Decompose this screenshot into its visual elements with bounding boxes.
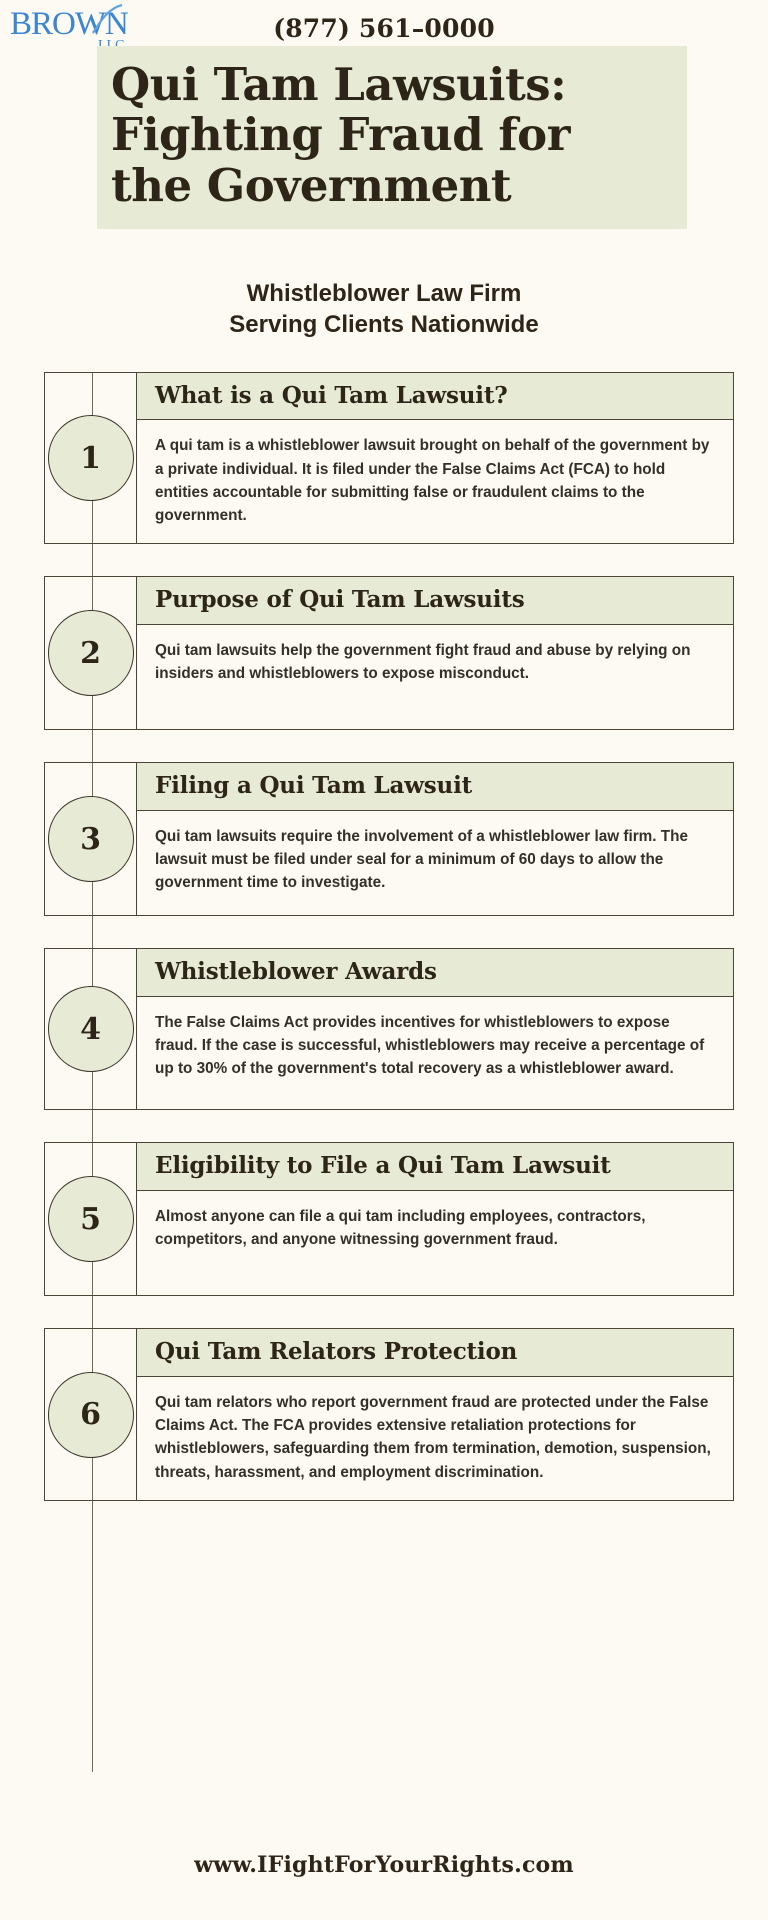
section-1-number-column [45,373,137,543]
section-2-heading: Purpose of Qui Tam Lawsuits [137,577,733,624]
title-line-3: the Government [111,158,512,212]
section-6-number-column [45,1329,137,1499]
section-6-body: Qui tam relators who report government fraud are protected under the False Claims Act. The FCA provides extensive retaliation protections for whistleblowers, safeguarding them from termination, demotion, suspension, threats, harassment, and employment discrimination. [155,1393,711,1481]
section-4-heading: Whistleblower Awards [137,949,733,996]
section-6-heading: Qui Tam Relators Protection [137,1329,733,1376]
section-1 [44,372,734,544]
subtitle-line-1: Whistleblower Law Firm [246,280,522,307]
section-1-heading: What is a Qui Tam Lawsuit? [137,373,733,420]
sections-list [44,372,734,1533]
section-3-content [137,763,733,915]
svg-text:BROWN: BROWN [10,6,128,42]
page-title [97,60,687,211]
section-1-number-badge: 1 [48,415,134,501]
section-2-number-column [45,577,137,729]
section-5-body: Almost anyone can file a qui tam including employees, contractors, competitors, and anyone witnessing government fraud. [155,1207,646,1249]
footer-website[interactable]: www.IFightForYourRights.com [194,1852,574,1878]
title-line-1: Qui Tam Lawsuits: [111,58,567,111]
section-6-content [137,1329,733,1499]
section-5-number-badge: 5 [48,1176,134,1262]
section-3 [44,762,734,916]
title-line-2: Fighting Fraud for [111,108,570,162]
section-3-number-badge: 3 [48,796,134,882]
section-3-number-column [45,763,137,915]
section-2-number-badge: 2 [48,610,134,696]
section-6-number-badge: 6 [48,1372,134,1458]
phone-number[interactable]: (877) 561–0000 [273,14,495,43]
section-4-content [137,949,733,1109]
section-5-heading: Eligibility to File a Qui Tam Lawsuit [137,1143,733,1190]
subtitle-line-2: Serving Clients Nationwide [229,311,539,339]
section-4 [44,948,734,1110]
section-2-body: Qui tam lawsuits help the government fight fraud and abuse by relying on insiders and whistleblowers to expose misconduct. [155,641,691,683]
section-3-heading: Filing a Qui Tam Lawsuit [137,763,733,810]
section-2-content [137,577,733,729]
section-3-body: Qui tam lawsuits require the involvement of a whistleblower law firm. The lawsuit must be filed under seal for a minimum of 60 days to allow the government time to investigate. [155,827,688,892]
section-2 [44,576,734,730]
title-band [97,46,687,229]
subtitle [0,278,768,340]
section-5-number-column [45,1143,137,1295]
section-4-body: The False Claims Act provides incentives for whistleblowers to expose fraud. If the case is successful, whistleblowers may receive a percentage of up to 30% of the government's total recovery as a whistleblower award. [155,1013,705,1078]
section-5-content [137,1143,733,1295]
section-4-number-badge: 4 [48,986,134,1072]
section-1-content [137,373,733,543]
section-6 [44,1328,734,1500]
section-4-number-column [45,949,137,1109]
section-5 [44,1142,734,1296]
section-1-body: A qui tam is a whistleblower lawsuit brought on behalf of the government by a private individual. It is filed under the False Claims Act (FCA) to hold entities accountable for submitting false or fraudulent claims to the government. [155,437,710,525]
